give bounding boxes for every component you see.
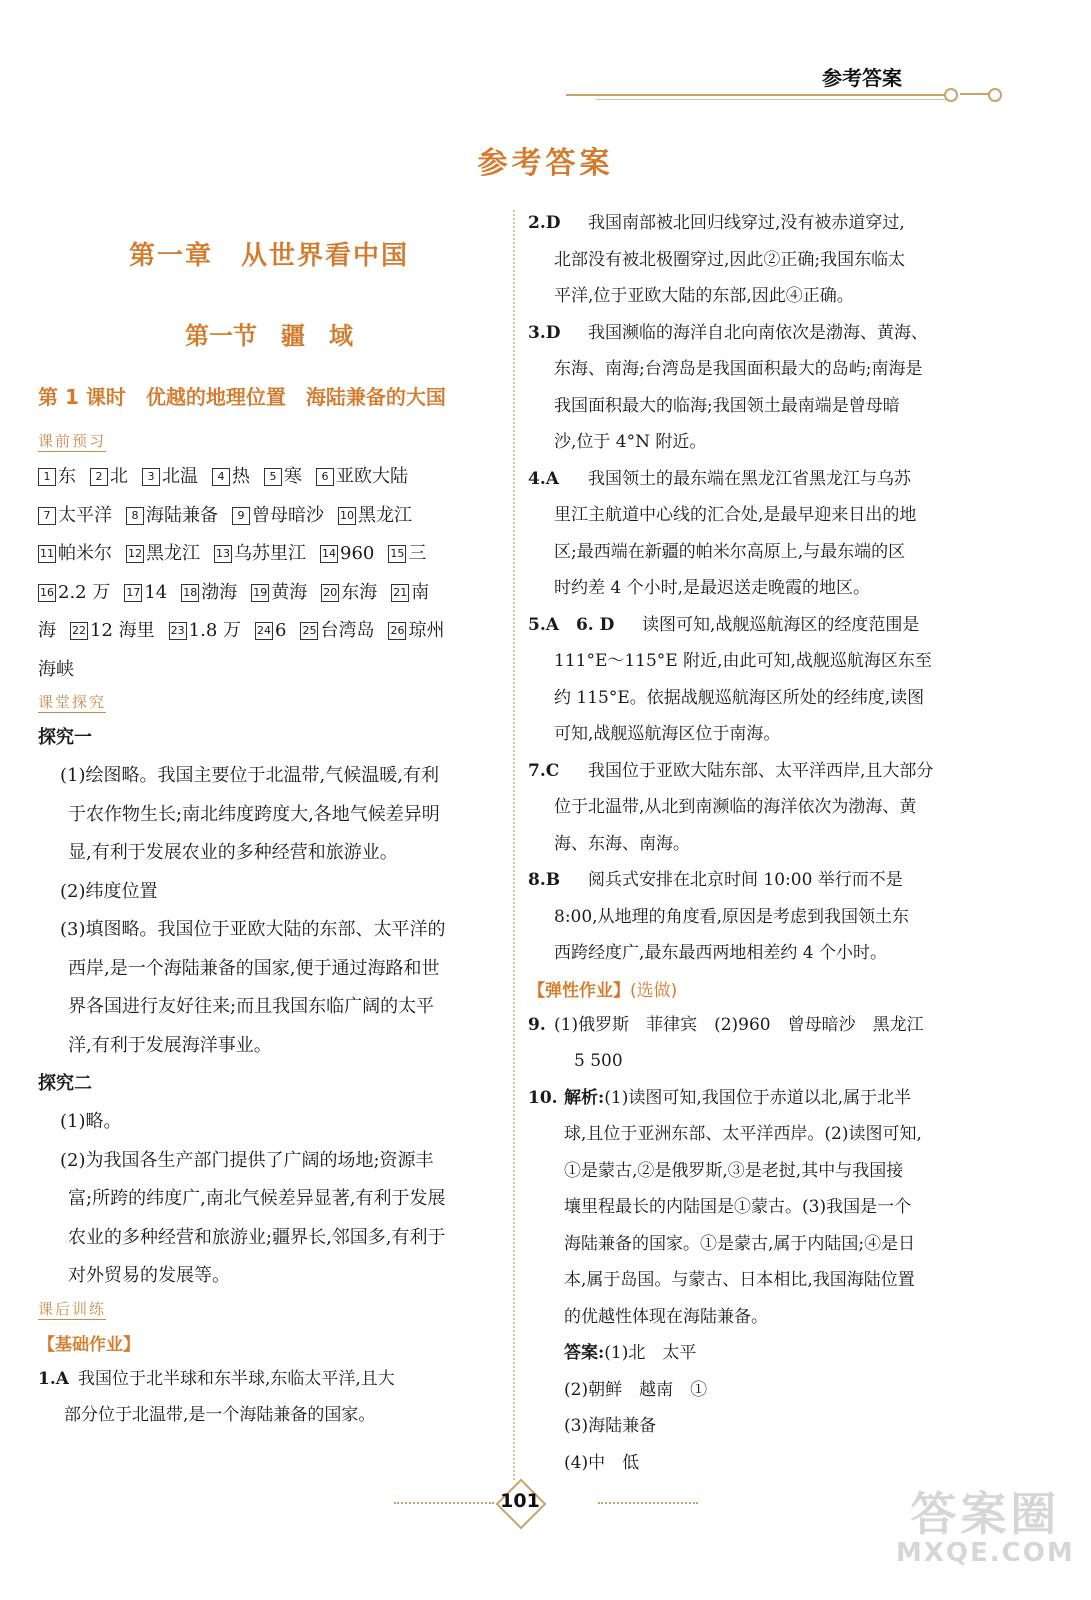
question-index: 8. xyxy=(528,870,546,890)
item-number-box: 18 xyxy=(181,584,199,602)
item-number-box: 7 xyxy=(38,507,56,525)
question-10-line xyxy=(564,1226,980,1263)
preview-item xyxy=(124,582,167,603)
item-answer: 三 xyxy=(408,543,427,564)
item-answer: 曾母暗沙 xyxy=(252,504,324,526)
item-number-box: 22 xyxy=(70,622,88,640)
item-answer: 东海 xyxy=(341,581,378,603)
question-line: 111°E～115°E 附近,由此可知,战舰巡航海区东至 xyxy=(554,651,932,671)
explore1-body xyxy=(38,757,500,1065)
preview-item xyxy=(388,620,444,641)
item-answer: 北温 xyxy=(162,466,198,487)
question-line: 约 115°E。依据战舰巡航海区所处的经纬度,读图 xyxy=(554,687,925,708)
preview-item xyxy=(264,466,302,487)
item-number-box: 15 xyxy=(388,545,406,563)
preview-item xyxy=(181,582,237,603)
item-answer: 1.8 万 xyxy=(188,620,241,641)
question-10-answers xyxy=(528,1335,980,1481)
question-10-lead: 解析: xyxy=(564,1087,605,1108)
preview-row xyxy=(38,651,500,690)
elastic-homework-label: 【弹性作业】(选做) xyxy=(528,980,678,1001)
question-10-line xyxy=(564,1153,980,1190)
explore1-line: (2)纬度位置 xyxy=(60,880,158,902)
question-line: 区;最西端在新疆的帕米尔高原上,与最东端的区 xyxy=(554,541,906,562)
section-title: 第一节 疆 域 xyxy=(185,322,353,350)
question-10-text: 球,且位于亚洲东部、太平洋西岸。(2)读图可知, xyxy=(564,1124,922,1144)
explore1-line: 界各国进行友好往来;而且我国东临广阔的太平 xyxy=(68,996,435,1017)
question-1-line: 部分位于北温带,是一个海陆兼备的国家。 xyxy=(64,1405,376,1425)
tag-explore: 课堂探究 xyxy=(38,693,107,711)
item-number-box: 19 xyxy=(251,584,269,602)
question-choice: B xyxy=(545,870,561,890)
question-number xyxy=(528,862,560,899)
header-ornament-circle-end xyxy=(988,88,1002,102)
question-10-text: ①是蒙古,②是俄罗斯,③是老挝,其中与我国接 xyxy=(564,1160,904,1181)
item-number-box: 6 xyxy=(316,468,334,486)
preview-item xyxy=(38,659,74,680)
item-answer: 海 xyxy=(38,620,56,641)
question-line: 平洋,位于亚欧大陆的东部,因此④正确。 xyxy=(554,286,854,306)
question-index: 4. xyxy=(528,468,546,489)
question-line: 我国南部被北回归线穿过,没有被赤道穿过, xyxy=(588,213,905,233)
watermark-top: 答案圈 xyxy=(910,1487,1061,1541)
item-answer: 黑龙江 xyxy=(146,543,200,564)
page-number-dots-right xyxy=(598,1502,698,1504)
item-answer: 黄海 xyxy=(271,581,308,603)
question-1 xyxy=(38,1361,500,1434)
explore1-line: 西岸,是一个海陆兼备的国家,便于通过海路和世 xyxy=(68,957,440,979)
question-10-answer-line xyxy=(528,1445,980,1482)
item-number-box: 25 xyxy=(300,622,318,640)
item-number-box: 21 xyxy=(391,584,409,602)
item-answer: 热 xyxy=(232,466,250,487)
question-choice: A 6. D xyxy=(545,614,615,635)
page-number: 101 xyxy=(500,1490,540,1512)
question-10-answer-line xyxy=(528,1372,980,1409)
basic-homework-label: 【基础作业】 xyxy=(38,1334,140,1355)
question-1-number: 1.A xyxy=(38,1368,69,1389)
question-line: 海、东海、南海。 xyxy=(554,833,690,854)
question-line: 北部没有被北极圈穿过,因此②正确;我国东临太 xyxy=(554,249,906,270)
question-line: 我国濒临的海洋自北向南依次是渤海、黄海、 xyxy=(588,322,928,343)
item-number-box: 12 xyxy=(126,545,144,563)
question-10-text: 的优越性体现在海陆兼备。 xyxy=(564,1306,768,1327)
explore1-line: 于农作物生长;南北纬度跨度大,各地气候差异明 xyxy=(68,803,440,825)
item-number-box: 10 xyxy=(338,507,356,525)
explore2-line: 富;所跨的纬度广,南北气候差异显著,有利于发展 xyxy=(68,1188,446,1209)
item-answer: 海峡 xyxy=(38,658,74,680)
question-index: 5. xyxy=(528,614,546,635)
question-line: 我国面积最大的临海;我国领土最南端是曾母暗 xyxy=(554,395,900,416)
question-1-line: 我国位于北半球和东半球,东临太平洋,且大 xyxy=(78,1368,395,1389)
question-4 xyxy=(528,461,980,607)
explore1-heading: 探究一 xyxy=(38,727,92,748)
question-10-number: 10. xyxy=(528,1087,558,1108)
item-answer: 6 xyxy=(275,620,287,641)
running-header: 参考答案 xyxy=(822,66,902,90)
answer-text: (3)海陆兼备 xyxy=(564,1416,657,1436)
item-answer: 亚欧大陆 xyxy=(336,466,408,487)
preview-item xyxy=(38,620,56,641)
question-line: 我国位于亚欧大陆东部、太平洋西岸,且大部分 xyxy=(588,760,934,781)
question-line: 沙,位于 4°N 附近。 xyxy=(554,432,707,452)
item-number-box: 26 xyxy=(388,622,406,640)
preview-item xyxy=(38,543,112,564)
preview-item xyxy=(255,620,286,641)
item-answer: 琼州 xyxy=(408,620,445,641)
item-number-box: 3 xyxy=(142,468,160,486)
preview-item xyxy=(38,505,112,526)
explore2-line: 对外贸易的发展等。 xyxy=(68,1265,230,1286)
question-number xyxy=(528,205,561,242)
column-divider xyxy=(513,210,515,1480)
explore2-line: 农业的多种经营和旅游业;疆界长,邻国多,有利于 xyxy=(68,1226,446,1248)
item-number-box: 17 xyxy=(124,584,142,602)
header-rule-thin xyxy=(596,99,946,100)
item-answer: 寒 xyxy=(284,466,302,487)
item-answer: 960 xyxy=(340,543,375,564)
item-answer: 12 海里 xyxy=(90,620,155,641)
preview-item xyxy=(70,620,155,641)
tag-after-class: 课后训练 xyxy=(38,1299,107,1318)
explore2-line: (2)为我国各生产部门提供了广阔的场地;资源丰 xyxy=(60,1149,434,1171)
question-choice: D xyxy=(545,322,561,343)
item-answer: 北 xyxy=(110,466,128,487)
watermark xyxy=(896,1478,1075,1568)
question-line: 位于北温带,从北到南濒临的海洋依次为渤海、黄 xyxy=(554,797,917,817)
question-number xyxy=(528,607,614,644)
preview-item xyxy=(126,505,218,526)
question-line: 8:00,从地理的角度看,原因是考虑到我国领土东 xyxy=(554,906,909,927)
question-3 xyxy=(528,315,980,461)
item-number-box: 23 xyxy=(169,622,187,640)
item-number-box: 2 xyxy=(90,468,108,486)
item-number-box: 1 xyxy=(38,468,56,486)
preview-row xyxy=(38,612,500,651)
question-9-line: (1)俄罗斯 菲律宾 (2)960 曾母暗沙 黑龙江 xyxy=(554,1014,924,1035)
question-line: 里江主航道中心线的汇合处,是最早迎来日出的地 xyxy=(554,505,917,525)
explore2-heading: 探究二 xyxy=(38,1073,92,1094)
question-10-line xyxy=(564,1116,980,1153)
question-number xyxy=(528,461,559,498)
question-choice: C xyxy=(545,760,560,781)
item-answer: 台湾岛 xyxy=(320,620,375,641)
question-line: 可知,战舰巡航海区位于南海。 xyxy=(554,724,781,744)
item-number-box: 5 xyxy=(264,468,282,486)
preview-item xyxy=(391,582,429,603)
item-answer: 14 xyxy=(144,581,168,603)
explore1-line: 显,有利于发展农业的多种经营和旅游业。 xyxy=(68,842,398,863)
question-10-text: 壤里程最长的内陆国是①蒙古。(3)我国是一个 xyxy=(564,1197,912,1217)
preview-item xyxy=(232,505,324,526)
question-index: 2. xyxy=(528,213,546,233)
preview-item xyxy=(316,466,408,487)
item-answer: 帕米尔 xyxy=(58,543,112,564)
header-ornament-circle xyxy=(944,88,958,102)
question-choice: D xyxy=(545,213,561,233)
item-number-box: 20 xyxy=(321,584,339,602)
item-answer: 2.2 万 xyxy=(58,581,111,603)
question-9-number: 9. xyxy=(528,1014,546,1035)
item-number-box: 14 xyxy=(320,545,338,563)
preview-row xyxy=(38,574,500,613)
question-10-line xyxy=(564,1262,980,1299)
question-9-line: 5 500 xyxy=(574,1051,623,1071)
item-answer: 海陆兼备 xyxy=(146,504,218,526)
question-5 xyxy=(528,607,980,753)
item-number-box: 11 xyxy=(38,545,56,563)
explore2-line: (1)略。 xyxy=(60,1111,122,1132)
left-column xyxy=(38,205,500,1434)
question-line: 西跨经度广,最东最西两地相差约 4 个小时。 xyxy=(554,943,888,963)
question-10-answer-line xyxy=(528,1408,980,1445)
item-number-box: 13 xyxy=(214,545,232,563)
question-10-text: 海陆兼备的国家。①是蒙古,属于内陆国;④是日 xyxy=(564,1233,916,1254)
question-line: 时约差 4 个小时,是最迟送走晚霞的地区。 xyxy=(554,578,871,598)
chapter-title: 第一章 从世界看中国 xyxy=(128,241,409,271)
question-8 xyxy=(528,862,980,972)
answer-text: (4)中 低 xyxy=(564,1452,640,1473)
preview-row xyxy=(38,535,500,574)
question-line: 阅兵式安排在北京时间 10:00 举行而不是 xyxy=(588,870,903,890)
preview-item xyxy=(388,543,426,564)
item-answer: 渤海 xyxy=(201,581,238,603)
explore1-line: (3)填图略。我国位于亚欧大陆的东部、太平洋的 xyxy=(60,919,446,940)
preview-item xyxy=(251,582,307,603)
question-index: 3. xyxy=(528,322,546,343)
item-number-box: 4 xyxy=(212,468,230,486)
watermark-bottom: MXQE.COM xyxy=(896,1538,1075,1568)
question-choice: A xyxy=(545,468,559,489)
preview-item xyxy=(38,466,76,487)
question-9 xyxy=(528,1007,980,1080)
header-rule xyxy=(566,94,946,96)
question-2 xyxy=(528,205,980,315)
item-answer: 太平洋 xyxy=(58,504,112,526)
question-7 xyxy=(528,753,980,863)
item-answer: 南 xyxy=(411,581,430,603)
preview-item xyxy=(214,543,306,564)
multiple-choice-answers xyxy=(528,205,980,972)
explore1-line: 洋,有利于发展海洋事业。 xyxy=(68,1034,272,1056)
preview-item xyxy=(90,466,128,487)
answer-text: (2)朝鲜 越南 ① xyxy=(564,1379,708,1400)
question-10 xyxy=(528,1080,980,1336)
preview-item xyxy=(38,582,110,603)
right-column xyxy=(528,205,980,1481)
preview-item xyxy=(338,505,412,526)
question-10-answer-line xyxy=(528,1335,980,1372)
preview-answers xyxy=(38,458,500,689)
preview-item xyxy=(212,466,250,487)
preview-item xyxy=(142,466,198,487)
item-number-box: 9 xyxy=(232,507,250,525)
preview-item xyxy=(169,620,241,641)
preview-row xyxy=(38,458,500,497)
question-10-line xyxy=(564,1189,980,1226)
item-number-box: 16 xyxy=(38,584,56,602)
preview-item xyxy=(300,620,374,641)
preview-row xyxy=(38,497,500,536)
preview-item xyxy=(320,543,374,564)
preview-item xyxy=(321,582,377,603)
item-answer: 东 xyxy=(58,466,76,487)
item-number-box: 8 xyxy=(126,507,144,525)
question-line: 东海、南海;台湾岛是我国面积最大的岛屿;南海是 xyxy=(554,359,923,379)
question-index: 7. xyxy=(528,760,546,781)
explore1-line: (1)绘图略。我国主要位于北温带,气候温暖,有利 xyxy=(60,765,439,786)
question-10-body xyxy=(564,1080,980,1336)
answer-lead: 答案: xyxy=(564,1343,605,1363)
item-number-box: 24 xyxy=(255,622,273,640)
explore2-body xyxy=(38,1103,500,1296)
question-line: 我国领土的最东端在黑龙江省黑龙江与乌苏 xyxy=(588,468,911,489)
preview-item xyxy=(126,543,200,564)
question-number xyxy=(528,753,559,790)
question-10-line xyxy=(564,1299,980,1336)
item-answer: 乌苏里江 xyxy=(234,543,306,564)
question-10-text: (1)读图可知,我国位于赤道以北,属于北半 xyxy=(604,1087,912,1108)
question-10-line xyxy=(564,1080,980,1117)
question-line: 读图可知,战舰巡航海区的经度范围是 xyxy=(642,614,920,635)
page-number-dots-left xyxy=(394,1502,494,1504)
tag-preview: 课前预习 xyxy=(38,432,107,450)
lesson-title: 第 1 课时 优越的地理位置 海陆兼备的大国 xyxy=(38,385,446,409)
question-number xyxy=(528,315,561,352)
item-answer: 黑龙江 xyxy=(358,504,412,526)
answer-text: (1)北 太平 xyxy=(604,1343,697,1363)
page-title: 参考答案 xyxy=(477,146,614,181)
question-10-text: 本,属于岛国。与蒙古、日本相比,我国海陆位置 xyxy=(564,1270,915,1290)
